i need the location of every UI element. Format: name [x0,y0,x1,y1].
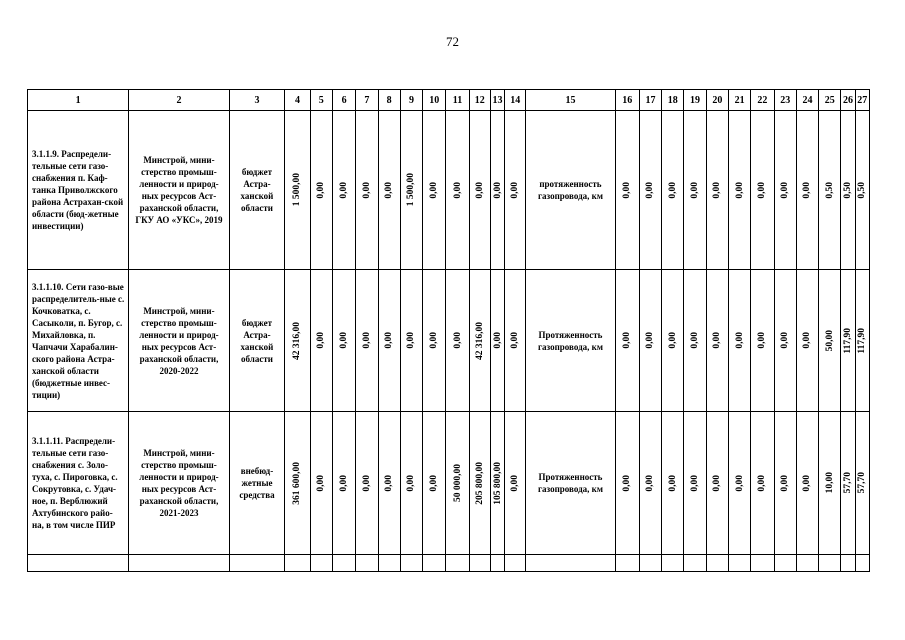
target-value: 0,50 [824,181,835,199]
column-number: 6 [332,90,355,111]
empty-cell [229,555,285,572]
funding-year-cell [378,270,400,412]
target-year-cell [706,412,728,555]
funding-value: 205 800,00 [474,461,485,505]
target-value: 0,00 [667,474,678,492]
column-number: 4 [285,90,310,111]
column-number: 20 [706,90,728,111]
funding-value: 0,00 [316,332,327,349]
target-year-cell [639,270,661,412]
column-number: 26 [841,90,855,111]
funding-value: 0,00 [339,181,350,199]
empty-cell [332,555,355,572]
table-row [28,412,870,555]
target-value: 0,00 [757,181,768,199]
empty-cell [855,555,869,572]
funding-value: 42 316,00 [474,321,485,360]
column-number: 23 [774,90,796,111]
target-value: 0,00 [802,474,813,492]
target-year-cell [639,412,661,555]
target-year-cell [796,111,818,270]
funding-value: 0,00 [429,474,440,492]
funding-value: 0,00 [361,332,372,349]
target-year-cell [855,111,869,270]
funding-year-cell [423,412,446,555]
target-year-cell [819,270,841,412]
empty-cell [490,555,504,572]
target-value: 0,00 [690,332,701,349]
target-value: 0,00 [712,332,723,349]
funding-year-cell [446,111,469,270]
empty-cell [285,555,310,572]
funding-year-cell [310,111,332,270]
empty-cell [751,555,774,572]
funding-year-cell [469,412,490,555]
column-number: 13 [490,90,504,111]
executor-cell: Минстрой, мини-стерство промыш-ленности и природ-ных ресурсов Аст-раханской области, 2020-2022 [129,270,229,412]
funding-source-cell: внебюд-жетные средства [229,412,285,555]
column-number: 11 [446,90,469,111]
funding-year-cell [469,111,490,270]
empty-cell [639,555,661,572]
target-year-cell [706,270,728,412]
total-funding-value: 361 600,00 [292,461,303,505]
funding-year-cell [400,412,422,555]
target-value: 0,50 [842,181,853,199]
activity-name-cell: 3.1.1.11. Распредели-тельные сети газо-снабжения с. Золо-туха, с. Пироговка, с. Сокрутовка, с. Удач-ное, п. Верблюжий Ахтубинского райо-на, в том числе ПИР [28,412,129,555]
column-number: 15 [526,90,615,111]
target-value: 0,00 [757,474,768,492]
target-value: 0,00 [690,181,701,199]
target-value: 0,00 [645,474,656,492]
funding-value: 0,00 [406,474,417,492]
funding-year-cell [490,412,504,555]
target-value: 0,00 [780,332,791,349]
empty-cell [423,555,446,572]
executor-cell: Минстрой, мини-стерство промыш-ленности и природ-ных ресурсов Аст-раханской области, 2021-2023 [129,412,229,555]
target-value: 57,70 [842,472,853,494]
target-value: 117,90 [842,327,853,354]
column-number: 25 [819,90,841,111]
indicator-cell: протяженность газопровода, км [526,111,615,270]
target-year-cell [819,412,841,555]
funding-value: 0,00 [361,181,372,199]
column-number: 1 [28,90,129,111]
empty-cell [774,555,796,572]
funding-value: 0,00 [510,181,521,199]
target-year-cell [728,412,750,555]
funding-year-cell [356,111,378,270]
empty-cell [505,555,526,572]
empty-cell [356,555,378,572]
target-value: 0,00 [645,332,656,349]
table-row [28,270,870,412]
column-number: 3 [229,90,285,111]
target-value: 0,00 [734,332,745,349]
funding-value: 0,00 [452,332,463,349]
target-year-cell [841,270,855,412]
target-value: 0,00 [757,332,768,349]
table-row [28,111,870,270]
funding-value: 0,00 [384,474,395,492]
funding-source-cell: бюджет Астра-ханской области [229,111,285,270]
column-number: 22 [751,90,774,111]
funding-value: 105 800,00 [492,461,503,505]
target-year-cell [728,270,750,412]
target-value: 0,00 [734,181,745,199]
column-number: 24 [796,90,818,111]
empty-cell [28,555,129,572]
target-year-cell [855,412,869,555]
target-year-cell [819,111,841,270]
target-value: 0,00 [667,332,678,349]
target-year-cell [615,270,639,412]
empty-cell [662,555,684,572]
target-year-cell [662,412,684,555]
column-number: 19 [684,90,706,111]
funding-value: 0,00 [406,332,417,349]
target-value: 0,00 [802,332,813,349]
program-activities-table [27,89,870,572]
target-year-cell [751,111,774,270]
target-year-cell [774,270,796,412]
funding-year-cell [332,270,355,412]
column-number: 7 [356,90,378,111]
empty-cell [129,555,229,572]
target-value: 0,00 [712,474,723,492]
funding-value: 0,00 [492,332,503,349]
funding-year-cell [378,412,400,555]
funding-year-cell [469,270,490,412]
target-value: 0,00 [622,181,633,199]
empty-cell [526,555,615,572]
funding-year-cell [505,412,526,555]
funding-year-cell [310,270,332,412]
target-year-cell [796,412,818,555]
target-year-cell [639,111,661,270]
target-value: 117,90 [857,327,868,354]
funding-year-cell [490,270,504,412]
activity-name-cell: 3.1.1.9. Распредели-тельные сети газо-снабжения п. Каф-танка Приволжского района Астрахан-ской области (бюд-жетные инвестиции) [28,111,129,270]
target-value: 0,00 [645,181,656,199]
target-value: 0,00 [802,181,813,199]
funding-value: 0,00 [429,181,440,199]
target-year-cell [615,111,639,270]
funding-value: 0,00 [316,474,327,492]
funding-year-cell [490,111,504,270]
total-funding-value: 1 500,00 [292,173,303,207]
target-value: 0,00 [712,181,723,199]
funding-year-cell [446,270,469,412]
funding-value: 0,00 [384,332,395,349]
target-year-cell [841,111,855,270]
empty-cell [728,555,750,572]
funding-year-cell [378,111,400,270]
target-year-cell [728,111,750,270]
target-year-cell [774,412,796,555]
funding-year-cell [400,111,422,270]
column-number: 16 [615,90,639,111]
total-funding-cell [285,270,310,412]
column-number: 5 [310,90,332,111]
column-number: 8 [378,90,400,111]
empty-cell [841,555,855,572]
column-number: 21 [728,90,750,111]
empty-cell [469,555,490,572]
total-funding-cell [285,111,310,270]
funding-year-cell [400,270,422,412]
funding-value: 0,00 [339,474,350,492]
column-number: 27 [855,90,869,111]
empty-cell [400,555,422,572]
target-year-cell [662,111,684,270]
funding-value: 0,00 [492,181,503,199]
total-funding-value: 42 316,00 [292,321,303,360]
funding-year-cell [332,412,355,555]
funding-year-cell [356,412,378,555]
funding-value: 1 500,00 [406,173,417,207]
funding-year-cell [423,111,446,270]
executor-cell: Минстрой, мини-стерство промыш-ленности и природ-ных ресурсов Аст-раханской области, ГКУ АО «УКС», 2019 [129,111,229,270]
empty-cell [706,555,728,572]
empty-cell [378,555,400,572]
target-value: 50,00 [824,329,835,352]
indicator-cell: Протяженность газопровода, км [526,270,615,412]
funding-year-cell [446,412,469,555]
target-year-cell [796,270,818,412]
target-year-cell [706,111,728,270]
activity-name-cell: 3.1.1.10. Сети газо-вые распределитель-ные с. Кочковатка, с. Сасыколи, п. Бугор, с. Михайловка, п. Чапчачи Харабалин-ского района Астра-ханской области (бюджетные инвес-тиции) [28,270,129,412]
column-number: 2 [129,90,229,111]
target-value: 10,00 [824,472,835,494]
funding-value: 0,00 [474,181,485,199]
page-number: 72 [446,34,459,49]
target-value: 0,00 [622,474,633,492]
empty-cell [684,555,706,572]
funding-year-cell [310,412,332,555]
funding-year-cell [332,111,355,270]
column-number: 18 [662,90,684,111]
funding-value: 0,00 [510,332,521,349]
target-year-cell [855,270,869,412]
column-number-header-row [28,90,870,111]
empty-cell [446,555,469,572]
column-number: 17 [639,90,661,111]
total-funding-cell [285,412,310,555]
target-year-cell [841,412,855,555]
target-value: 0,00 [780,181,791,199]
target-value: 0,00 [780,474,791,492]
target-value: 0,00 [667,181,678,199]
funding-value: 50 000,00 [452,464,463,502]
funding-value: 0,00 [429,332,440,349]
column-number: 9 [400,90,422,111]
target-value: 57,70 [857,472,868,494]
target-year-cell [751,270,774,412]
target-year-cell [684,412,706,555]
target-year-cell [615,412,639,555]
target-value: 0,00 [734,474,745,492]
funding-value: 0,00 [384,181,395,199]
empty-cell [796,555,818,572]
column-number: 12 [469,90,490,111]
target-value: 0,50 [857,181,868,199]
target-year-cell [662,270,684,412]
funding-year-cell [423,270,446,412]
target-year-cell [751,412,774,555]
funding-year-cell [356,270,378,412]
target-year-cell [684,270,706,412]
funding-value: 0,00 [339,332,350,349]
funding-source-cell: бюджет Астра-ханской области [229,270,285,412]
funding-value: 0,00 [361,474,372,492]
funding-value: 0,00 [316,181,327,199]
empty-row [28,555,870,572]
funding-value: 0,00 [510,474,521,492]
empty-cell [310,555,332,572]
column-number: 14 [505,90,526,111]
empty-cell [615,555,639,572]
funding-year-cell [505,111,526,270]
target-year-cell [774,111,796,270]
empty-cell [819,555,841,572]
funding-year-cell [505,270,526,412]
target-value: 0,00 [622,332,633,349]
indicator-cell: Протяженность газопровода, км [526,412,615,555]
target-value: 0,00 [690,474,701,492]
column-number: 10 [423,90,446,111]
target-year-cell [684,111,706,270]
funding-value: 0,00 [452,181,463,199]
